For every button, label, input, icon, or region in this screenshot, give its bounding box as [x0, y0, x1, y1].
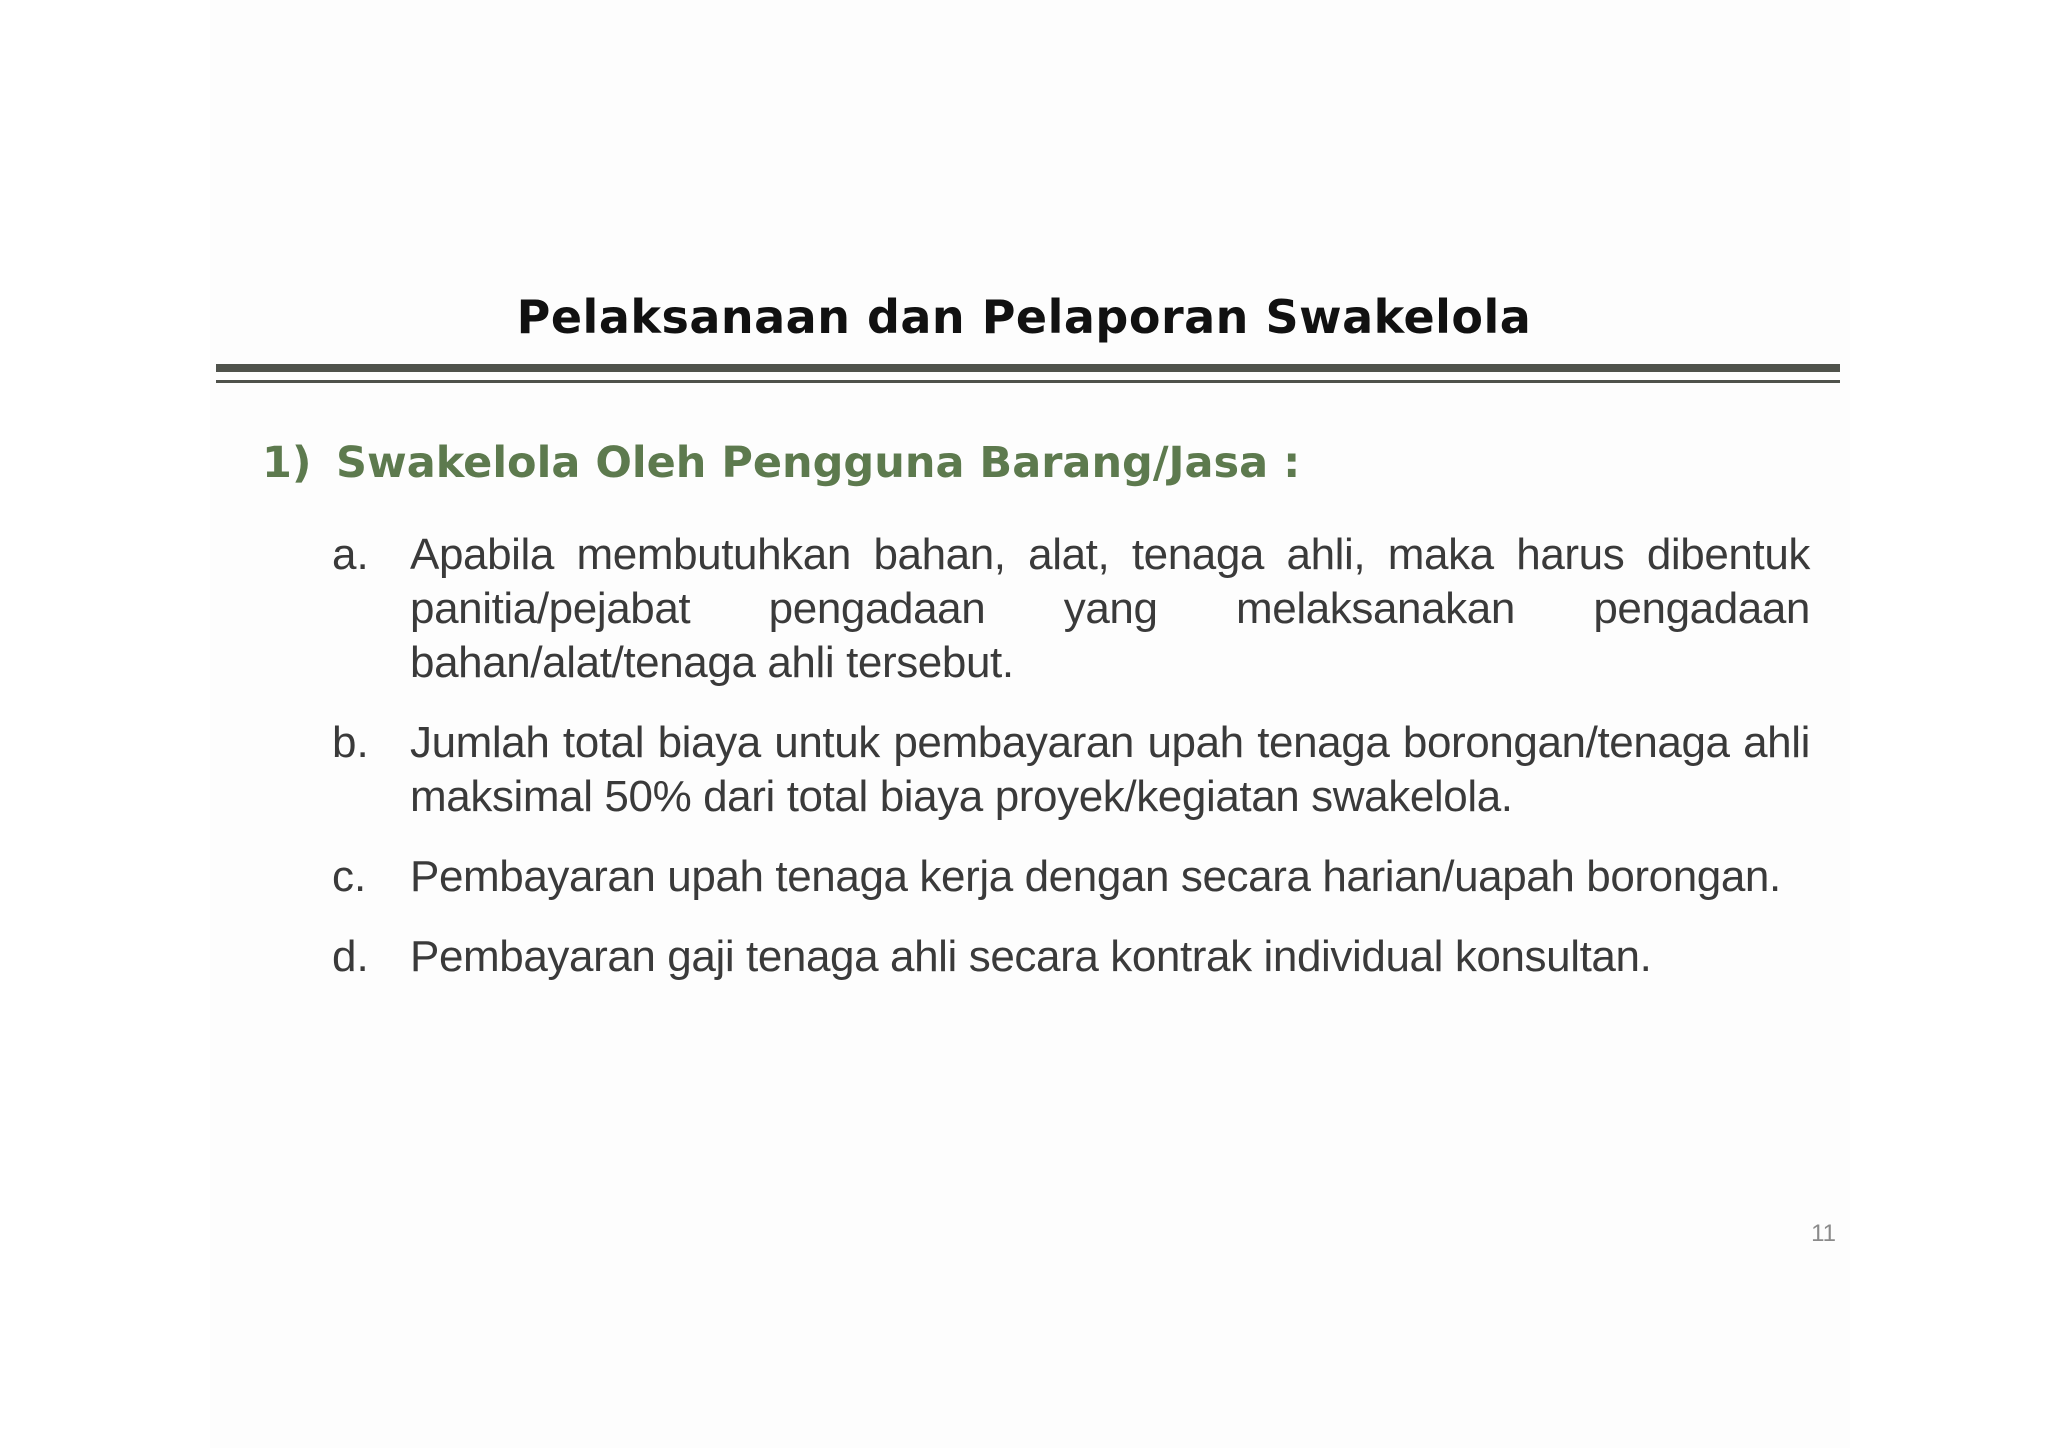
list-item-text: Apabila membutuhkan bahan, alat, tenaga ahli, maka harus dibentuk panitia/pejabat pengadaan yang melaksanakan pengadaan bahan/alat/tenaga ahli tersebut. — [410, 530, 1810, 687]
title-rule-thick — [216, 364, 1840, 372]
list-item-text: Pembayaran upah tenaga kerja dengan secara harian/uapah borongan. — [410, 852, 1781, 901]
page-number: 11 — [1811, 1220, 1836, 1247]
list-marker: a. — [332, 530, 369, 579]
list-item-b — [332, 716, 1810, 824]
list-item-c — [332, 850, 1810, 904]
list-item-text: Pembayaran gaji tenaga ahli secara kontrak individual konsultan. — [410, 932, 1652, 981]
list-item-text: Jumlah total biaya untuk pembayaran upah tenaga borongan/tenaga ahli maksimal 50% dari total biaya proyek/kegiatan swakelola. — [410, 718, 1810, 821]
list-marker: b. — [332, 718, 369, 767]
item-list — [332, 528, 1810, 1010]
section-number: 1) — [262, 438, 312, 488]
slide-title: Pelaksanaan dan Pelaporan Swakelola — [516, 290, 1532, 344]
section-heading — [262, 438, 1300, 488]
list-marker: d. — [332, 932, 369, 981]
list-item-d — [332, 930, 1810, 984]
title-rule-thin — [216, 380, 1840, 383]
list-item-a — [332, 528, 1810, 690]
list-marker: c. — [332, 852, 367, 901]
section-heading-text: Swakelola Oleh Pengguna Barang/Jasa : — [336, 438, 1301, 488]
